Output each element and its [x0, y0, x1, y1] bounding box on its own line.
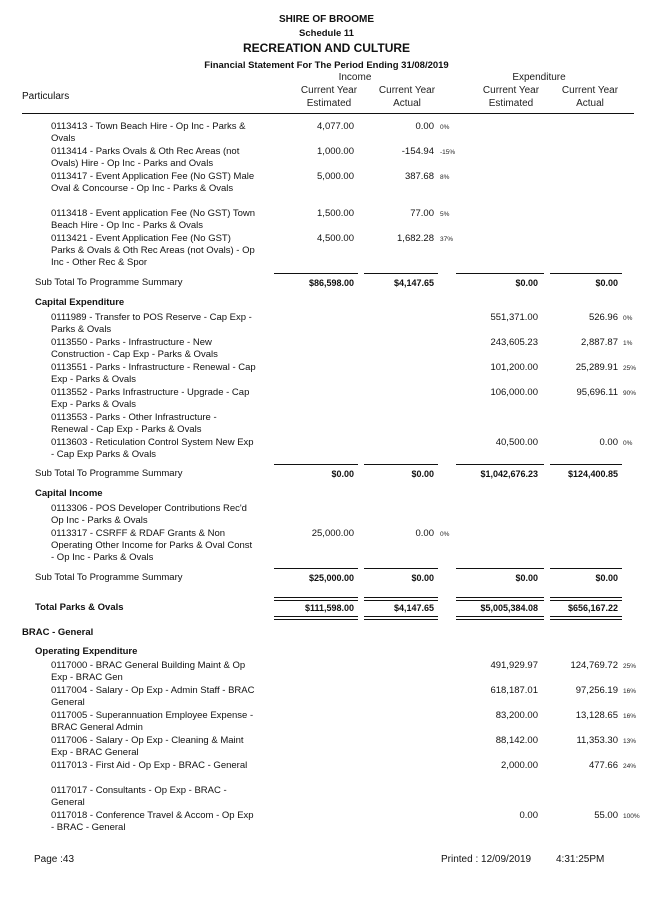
inc-est-header-1: Current Year — [300, 85, 358, 96]
total-parks-label: Total Parks & Ovals — [35, 602, 124, 613]
rule — [364, 568, 438, 569]
subtotal-exp-est: $0.00 — [515, 573, 538, 583]
line-item-expenditure-estimated: 83,200.00 — [495, 710, 538, 721]
printed-date: Printed : 12/09/2019 — [441, 854, 532, 865]
line-item-expenditure-estimated: 491,929.97 — [490, 660, 538, 671]
line-item-text: 0113413 - Town Beach Hire - Op Inc - Parks & Ovals — [51, 121, 246, 144]
line-item-expenditure-percent: 1% — [623, 340, 633, 347]
line-item-expenditure-actual: 526.96 — [588, 312, 618, 323]
line-item-text: 0117013 - First Aid - Op Exp - BRAC - General — [51, 760, 248, 771]
line-item-text: 0117017 - Consultants - Op Exp - BRAC - General — [51, 785, 227, 808]
line-item-income-percent: 37% — [440, 236, 454, 243]
subtotal-label: Sub Total To Programme Summary — [35, 277, 183, 288]
inc-act-header-1: Current Year — [378, 85, 436, 96]
schedule-label: Schedule 11 — [299, 28, 354, 39]
inc-act-header-2: Actual — [393, 98, 421, 109]
line-item-income-percent: 8% — [440, 174, 450, 181]
line-item-expenditure-actual: 0.00 — [599, 437, 618, 448]
line-item-text: 0113421 - Event Application Fee (No GST) Parks & Ovals & Oth Rec Areas (not Ovals) - Op Inc - Other Rec & Spor — [51, 233, 255, 268]
line-item-expenditure-percent: 25% — [623, 663, 637, 670]
rule — [274, 464, 358, 465]
rule — [456, 273, 544, 274]
line-item-expenditure-actual: 124,769.72 — [570, 660, 618, 671]
exp-act-header-2: Actual — [576, 98, 604, 109]
header-rule — [22, 113, 634, 114]
line-item-income-estimated: 4,077.00 — [317, 121, 354, 132]
line-item-expenditure-estimated: 88,142.00 — [495, 735, 538, 746]
line-item-income-estimated: 1,000.00 — [317, 146, 354, 157]
line-item-income-actual: -154.94 — [401, 146, 434, 157]
line-item-expenditure-estimated: 243,605.23 — [490, 337, 538, 348]
line-item-text: 0113417 - Event Application Fee (No GST) Male Oval & Concourse - Op Inc - Parks & Ovals — [51, 171, 255, 194]
subtotal-inc-est: $86,598.00 — [308, 278, 354, 288]
line-item-income-estimated: 5,000.00 — [317, 171, 354, 182]
printed-time: 4:31:25PM — [556, 854, 605, 865]
subtotal-inc-act: $4,147.65 — [393, 278, 434, 288]
line-item-income-percent: 0% — [440, 531, 450, 538]
double-rule — [364, 616, 438, 620]
operating-expenditure-heading: Operating Expenditure — [35, 646, 138, 657]
double-rule — [550, 616, 622, 620]
capital-expenditure-heading: Capital Expenditure — [35, 297, 125, 308]
line-item-expenditure-actual: 55.00 — [594, 810, 618, 821]
period-label: Financial Statement For The Period Ending 31/08/2019 — [204, 60, 449, 71]
line-item-expenditure-percent: 100% — [623, 813, 640, 820]
subtotal-label: Sub Total To Programme Summary — [35, 572, 183, 583]
double-rule — [274, 597, 358, 601]
line-item-expenditure-estimated: 2,000.00 — [501, 760, 538, 771]
double-rule — [456, 597, 544, 601]
line-item-expenditure-actual: 97,256.19 — [575, 685, 618, 696]
line-item-text: 0113306 - POS Developer Contributions Rec'd Op Inc - Parks & Ovals — [51, 503, 247, 526]
income-header: Income — [338, 72, 372, 83]
line-item-expenditure-actual: 13,128.65 — [575, 710, 618, 721]
subtotal-inc-est: $25,000.00 — [308, 573, 354, 583]
subtotal-exp-est: $0.00 — [515, 278, 538, 288]
rule — [550, 273, 622, 274]
line-item-expenditure-percent: 16% — [623, 713, 637, 720]
expenditure-header: Expenditure — [512, 72, 566, 83]
line-item-income-actual: 77.00 — [410, 208, 434, 219]
rule — [550, 464, 622, 465]
rule — [550, 568, 622, 569]
particulars-header: Particulars — [22, 91, 70, 102]
exp-est-header-2: Estimated — [488, 98, 534, 109]
line-item-text: 0117004 - Salary - Op Exp - Admin Staff - BRAC General — [51, 685, 255, 708]
line-item-text: 0113553 - Parks - Other Infrastructure - Renewal - Cap Exp - Parks & Ovals — [51, 412, 217, 435]
line-item-expenditure-estimated: 551,371.00 — [490, 312, 538, 323]
line-item-expenditure-percent: 0% — [623, 315, 633, 322]
total-inc-act: $4,147.65 — [393, 603, 434, 613]
subtotal-inc-est: $0.00 — [331, 469, 354, 479]
double-rule — [274, 616, 358, 620]
line-item-text: 0113317 - CSRFF & RDAF Grants & Non Operating Other Income for Parks & Oval Const - Op Inc - Parks & Ovals — [51, 528, 253, 563]
line-item-income-actual: 387.68 — [404, 171, 434, 182]
exp-act-header-1: Current Year — [561, 85, 619, 96]
line-item-expenditure-actual: 25,289.91 — [575, 362, 618, 373]
line-item-text: 0111989 - Transfer to POS Reserve - Cap Exp - Parks & Ovals — [51, 312, 252, 335]
line-item-expenditure-estimated: 618,187.01 — [490, 685, 538, 696]
line-item-income-actual: 0.00 — [415, 528, 434, 539]
rule — [364, 464, 438, 465]
report-title: RECREATION AND CULTURE — [242, 41, 411, 55]
line-item-expenditure-estimated: 101,200.00 — [490, 362, 538, 373]
line-item-expenditure-estimated: 106,000.00 — [490, 387, 538, 398]
capital-income-heading: Capital Income — [35, 488, 103, 499]
total-inc-est: $111,598.00 — [304, 603, 354, 613]
rule — [274, 273, 358, 274]
rule — [456, 464, 544, 465]
subtotal-exp-est: $1,042,676.23 — [480, 469, 538, 479]
subtotal-exp-act: $0.00 — [595, 278, 618, 288]
rule — [274, 568, 358, 569]
line-item-expenditure-percent: 0% — [623, 440, 633, 447]
double-rule — [364, 597, 438, 601]
rule — [456, 568, 544, 569]
line-item-expenditure-percent: 90% — [623, 390, 637, 397]
subtotal-inc-act: $0.00 — [411, 573, 434, 583]
total-exp-est: $5,005,384.08 — [480, 603, 538, 613]
line-item-income-estimated: 4,500.00 — [317, 233, 354, 244]
line-item-expenditure-percent: 13% — [623, 738, 637, 745]
line-item-expenditure-actual: 477.66 — [588, 760, 618, 771]
line-item-income-actual: 0.00 — [415, 121, 434, 132]
line-item-expenditure-percent: 24% — [623, 763, 637, 770]
line-item-text: 0117000 - BRAC General Building Maint & Op Exp - BRAC Gen — [51, 660, 246, 683]
line-item-text: 0117005 - Superannuation Employee Expense - BRAC General Admin — [51, 710, 254, 733]
org-name: SHIRE OF BROOME — [278, 14, 374, 25]
line-item-expenditure-estimated: 0.00 — [519, 810, 538, 821]
line-item-expenditure-actual: 11,353.30 — [576, 735, 618, 746]
line-item-income-estimated: 1,500.00 — [317, 208, 354, 219]
subtotal-label: Sub Total To Programme Summary — [35, 468, 183, 479]
page-number: Page :43 — [34, 854, 75, 865]
inc-est-header-2: Estimated — [306, 98, 352, 109]
line-item-income-percent: 0% — [440, 124, 450, 131]
line-item-text: 0117006 - Salary - Op Exp - Cleaning & Maint Exp - BRAC General — [51, 735, 244, 758]
line-item-text: 0113414 - Parks Ovals & Oth Rec Areas (not Ovals) Hire - Op Inc - Parks and Ovals — [51, 146, 240, 169]
line-item-text: 0117018 - Conference Travel & Accom - Op Exp - BRAC - General — [51, 810, 254, 833]
double-rule — [456, 616, 544, 620]
subtotal-exp-act: $0.00 — [595, 573, 618, 583]
line-item-text: 0113551 - Parks - Infrastructure - Renewal - Cap Exp - Parks & Ovals — [51, 362, 256, 385]
line-item-text: 0113603 - Reticulation Control System New Exp - Cap Exp Parks & Ovals — [51, 437, 254, 460]
subtotal-exp-act: $124,400.85 — [567, 469, 618, 479]
line-item-text: 0113552 - Parks Infrastructure - Upgrade - Cap Exp - Parks & Ovals — [51, 387, 250, 410]
double-rule — [550, 597, 622, 601]
line-item-expenditure-actual: 2,887.87 — [581, 337, 618, 348]
subtotal-inc-act: $0.00 — [411, 469, 434, 479]
line-item-income-percent: -15% — [440, 149, 456, 156]
line-item-expenditure-actual: 95,696.11 — [576, 387, 618, 398]
line-item-income-percent: 5% — [440, 211, 450, 218]
line-item-expenditure-estimated: 40,500.00 — [495, 437, 538, 448]
line-item-text: 0113550 - Parks - Infrastructure - New Construction - Cap Exp - Parks & Ovals — [51, 337, 218, 360]
rule — [364, 273, 438, 274]
line-item-text: 0113418 - Event application Fee (No GST) Town Beach Hire - Op Inc - Parks & Ovals — [51, 208, 256, 231]
total-exp-act: $656,167.22 — [567, 603, 618, 613]
exp-est-header-1: Current Year — [482, 85, 540, 96]
brac-general-heading: BRAC - General — [22, 627, 94, 638]
line-item-income-estimated: 25,000.00 — [311, 528, 354, 539]
line-item-expenditure-percent: 16% — [623, 688, 637, 695]
line-item-expenditure-percent: 25% — [623, 365, 637, 372]
line-item-income-actual: 1,682.28 — [397, 233, 434, 244]
